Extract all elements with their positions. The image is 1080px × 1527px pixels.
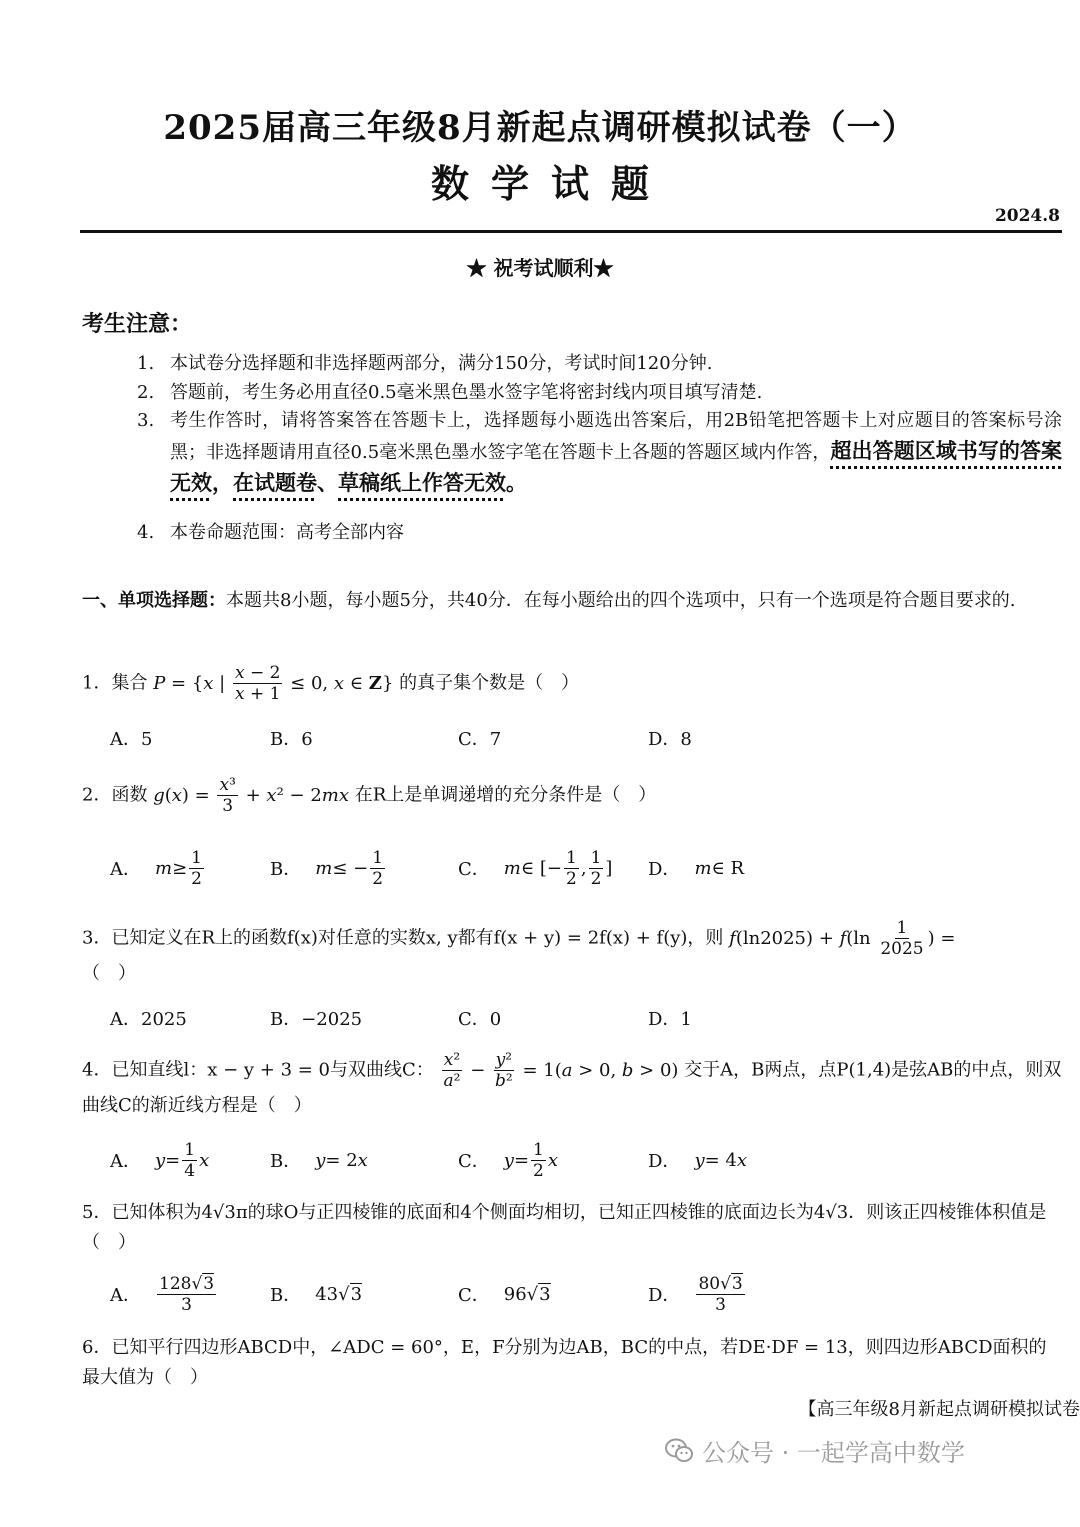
- notice-item-number: 2.: [137, 382, 155, 403]
- notice-item: [137, 349, 1062, 379]
- notice-heading: 考生注意：: [82, 312, 193, 337]
- section-heading: [82, 586, 1062, 616]
- page-footer: 【高三年级8月新起点调研模拟试卷: [798, 1399, 1080, 1420]
- function-expression: g(x) = $\frac{\text{x³}}{3}$ + x² − 2mx: [153, 775, 350, 816]
- option-a[interactable]: A．5: [110, 729, 153, 750]
- notice-item-text: 本卷命题范围：高考全部内容: [170, 522, 404, 543]
- emphasis-text: 草稿纸上作答无效: [338, 471, 506, 495]
- option-a[interactable]: A． y = $\frac{1}{4}$ x: [110, 1139, 210, 1181]
- watermark-text: 公众号 · 一起学高中数学: [702, 1439, 965, 1467]
- subject-title: 数学试题: [430, 161, 671, 206]
- option-b[interactable]: B． m ≤ − $\frac{1}{2}$: [270, 847, 384, 889]
- notice-item-number: 4.: [137, 522, 155, 543]
- option-d[interactable]: D． $\frac{80√3}{3}$: [648, 1273, 743, 1315]
- option-a[interactable]: A． $\frac{128√3}{3}$: [110, 1273, 215, 1315]
- question-5-options: [110, 1264, 1060, 1324]
- option-a[interactable]: A． m ≥ $\frac{1}{2}$: [110, 847, 202, 889]
- question-2: 2．函数 g(x) = $\frac{\text{x³}}{3}$ + x² − 2mx 在R上是单调递增的充分条件是（ ）: [82, 775, 657, 816]
- watermark: [664, 1433, 965, 1468]
- question-1: 1．集合 P = {x | $\frac{x - 2}{x + 1}$ ≤ 0, x ∈ Z} 的真子集个数是（ ）: [82, 663, 580, 704]
- question-3-options: [110, 988, 1060, 1048]
- option-c[interactable]: C． 96√ 3: [458, 1283, 551, 1306]
- section-instructions: 本题共8小题，每小题5分，共40分．在每小题给出的四个选项中，只有一个选项是符合题目要求的.: [226, 590, 1016, 611]
- exam-title: 2025届高三年级8月新起点调研模拟试卷（一）: [163, 108, 917, 148]
- option-d[interactable]: D．8: [648, 729, 692, 750]
- wechat-icon: [664, 1437, 694, 1465]
- hyperbola-equation: $\frac{\text{x²}}{\text{a²}}$ − $\frac{\text{y²}}{\text{b²}}$ = 1(a > 0, b > 0): [443, 1050, 679, 1091]
- notice-item-number: 3.: [137, 410, 155, 431]
- notice-item-number: 1.: [137, 353, 155, 374]
- option-c[interactable]: C． y = $\frac{1}{2}$ x: [458, 1139, 559, 1181]
- emphasis-text: 超出答题区域书写的答案无效: [170, 439, 1063, 495]
- option-d[interactable]: D． y = 4 x: [648, 1149, 748, 1172]
- option-d[interactable]: D． m ∈ R: [648, 857, 745, 880]
- option-b[interactable]: B． y = 2 x: [270, 1149, 368, 1172]
- option-b[interactable]: B．6: [270, 729, 313, 750]
- option-c[interactable]: C． m ∈ [− $\frac{1}{2}$ , $\frac{1}{2}$ ]: [458, 847, 613, 889]
- notice-item-text: 考生作答时，请将答案答在答题卡上，选择题每小题选出答案后，用2B铅笔把答题卡上对应题目的答案标号涂黑；非选择题请用直径0.5毫米黑色墨水签字笔在答题卡上各题的答题区域内作答，超出答题区域书写的答案无效，在试题卷、草稿纸上作答无效。: [170, 410, 1063, 495]
- question-2-options: [110, 838, 1060, 898]
- option-a[interactable]: A．2025: [110, 1009, 187, 1030]
- question-4-options: [110, 1130, 1060, 1190]
- question-1-options: [110, 708, 1060, 768]
- notice-item-text: 本试卷分选择题和非选择题两部分，满分150分，考试时间120分钟.: [170, 353, 713, 374]
- option-d[interactable]: D．1: [648, 1009, 692, 1030]
- notice-item-text: 答题前，考生务必用直径0.5毫米黑色墨水签字笔将密封线内项目填写清楚.: [170, 382, 763, 403]
- header-rule: [80, 230, 1062, 233]
- section-lead: 一、单项选择题：: [82, 590, 226, 611]
- option-b[interactable]: B．−2025: [270, 1009, 363, 1030]
- expression: f(ln2025) + f(ln $\frac{1}{2025}$ ) =: [729, 918, 956, 959]
- option-c[interactable]: C．7: [458, 729, 502, 750]
- question-5: 5．已知体积为4√3π的球O与正四棱锥的底面和4个侧面均相切，已知正四棱锥的底面边长为4√3．则该正四棱锥体积值是（ ）: [82, 1202, 1047, 1253]
- emphasis-text: 在试题卷: [233, 471, 317, 495]
- notice-item: [137, 405, 1062, 500]
- option-c[interactable]: C．0: [458, 1009, 502, 1030]
- question-6: 6．已知平行四边形ABCD中，∠ADC = 60°，E，F分别为边AB，BC的中点，若DE·DF = 13，则四边形ABCD面积的最大值为（ ）: [82, 1337, 1047, 1388]
- question-4: 4．已知直线l：x − y + 3 = 0与双曲线C： $\frac{\text{x²}}{\text{a²}}$ − $\frac{\text{y²}}{\text{b²}}$ = 1(a > 0, b > 0) 交于A，B两点，点P(1,4)是弦AB的中点，则双曲线C的渐近线方程是（ ）: [82, 1050, 1062, 1116]
- good-luck-banner: ★ 祝考试顺利★: [466, 256, 614, 280]
- notice-item: [137, 518, 1062, 548]
- question-3: 3．已知定义在R上的函数f(x)对任意的实数x, y都有f(x + y) = 2f(x) + f(y)，则 f(ln2025) + f(ln $\frac{1}{2025}$ ) = （ ）: [82, 918, 956, 984]
- notice-item: [137, 378, 1062, 408]
- option-b[interactable]: B． 43√ 3: [270, 1283, 363, 1306]
- exam-date: 2024.8: [994, 206, 1060, 226]
- set-expression: P = {x | $\frac{x - 2}{x + 1}$ ≤ 0, x ∈ Z}: [153, 663, 394, 704]
